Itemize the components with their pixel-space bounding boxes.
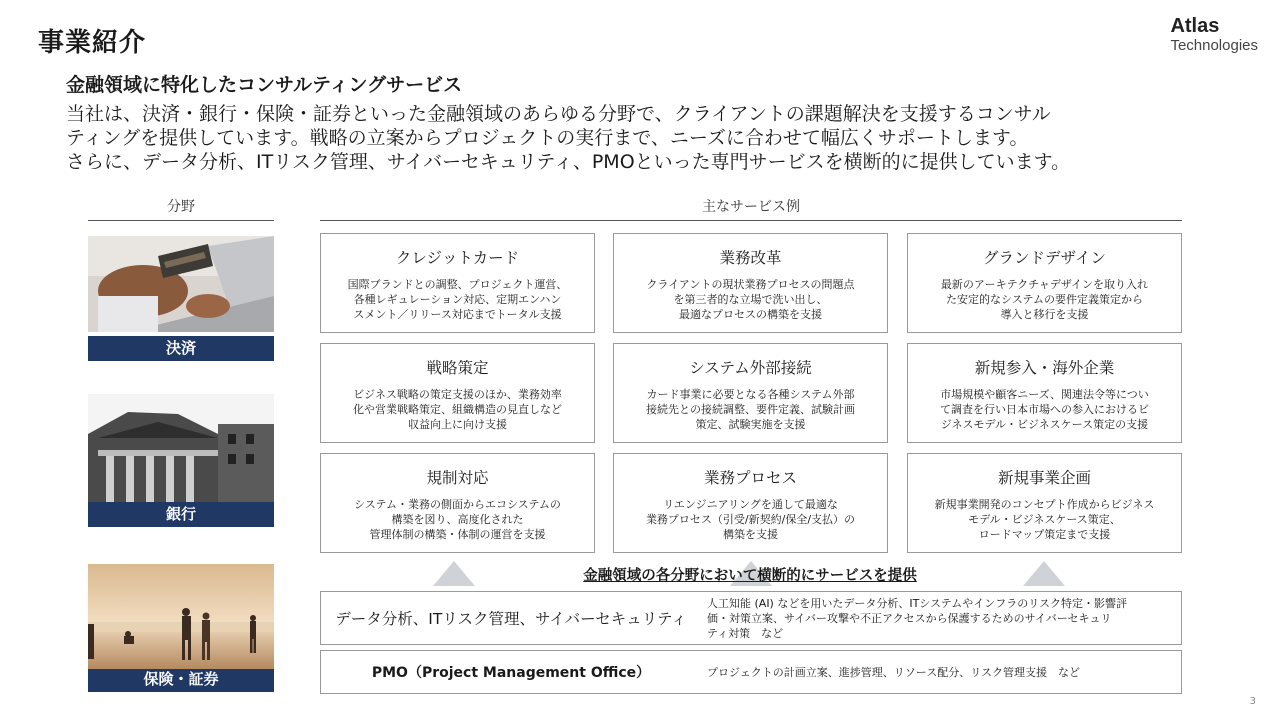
cross-service-desc xyxy=(707,592,1161,644)
service-description-line: カード事業に必要となる各種システム外部 xyxy=(646,388,855,401)
cross-service-name: PMO（Project Management Office） xyxy=(371,665,651,681)
service-description xyxy=(614,277,887,322)
cross-service-name: データ分析、ITリスク管理、サイバーセキュリティ xyxy=(335,610,687,628)
field-label: 決済 xyxy=(88,336,274,361)
service-title: グランドデザイン xyxy=(983,249,1106,267)
logo-line-1: Atlas xyxy=(1170,15,1220,37)
page-title: 事業紹介 xyxy=(38,28,147,58)
service-description-line: ジネスモデル・ビジネスケース策定の支援 xyxy=(940,418,1149,431)
desc-line: 価・対策立案、サイバー攻撃や不正アクセスから保護するためのサイバーセキュリ xyxy=(707,611,1112,625)
service-description-line: リエンジニアリングを通して最適な xyxy=(663,498,838,511)
page-number: 3 xyxy=(1249,696,1256,707)
service-description-line: 新規事業開発のコンセプト作成からビジネス xyxy=(934,498,1155,511)
service-description xyxy=(321,277,594,322)
services-column-head: 主なサービス例 xyxy=(702,199,800,215)
service-description-line: システム・業務の側面からエコシステムの xyxy=(354,498,561,511)
beach-family-photo xyxy=(88,564,274,669)
desc-line: ティ対策 など xyxy=(707,626,784,640)
service-description-line: スメント／リリース対応までトータル支援 xyxy=(353,308,562,321)
service-description-line: ロードマップ策定まで支援 xyxy=(978,528,1111,541)
service-description-line: 導入と移行を支援 xyxy=(1000,308,1089,321)
service-card xyxy=(613,343,888,443)
service-description-line: 国際ブランドとの調整、プロジェクト運営、 xyxy=(347,278,568,291)
intro-paragraph xyxy=(66,102,1246,174)
service-description-line: 構築を図り、高度化された xyxy=(391,513,524,526)
service-description-line: 接続先との接続調整、要件定義、試験計画 xyxy=(646,403,855,416)
field-payments xyxy=(88,236,274,361)
service-title: 業務プロセス xyxy=(703,469,797,487)
intro-line: ティングを提供しています。戦略の立案からプロジェクトの実行まで、ニーズに合わせて幅広くサポートします。 xyxy=(66,127,1029,149)
service-title: 新規参入・海外企業 xyxy=(974,359,1115,377)
logo-line-2: Technologies xyxy=(1170,37,1258,54)
service-description xyxy=(614,497,887,542)
service-card xyxy=(613,233,888,333)
service-title: 業務改革 xyxy=(719,249,782,267)
cross-service-data-risk-security xyxy=(320,591,1182,645)
field-label: 保険・証券 xyxy=(88,667,274,692)
intro-line: 当社は、決済・銀行・保険・証券といった金融領域のあらゆる分野で、クライアントの課題解決を支援するコンサル xyxy=(66,103,1051,125)
service-card xyxy=(907,343,1182,443)
service-description-line: 業務プロセス（引受/新契約/保全/支払）の xyxy=(645,513,856,526)
company-logo xyxy=(1170,16,1258,53)
fields-column-head: 分野 xyxy=(167,199,195,215)
service-title: 新規事業企画 xyxy=(997,469,1091,487)
service-card xyxy=(320,343,595,443)
service-description xyxy=(614,387,887,432)
service-title: クレジットカード xyxy=(395,249,520,267)
service-description-line: た安定的なシステムの要件定義策定から xyxy=(946,293,1143,306)
service-description xyxy=(908,387,1181,432)
service-title: システム外部接続 xyxy=(689,359,812,377)
services-divider xyxy=(320,220,1182,221)
service-description-line: 最新のアーキテクチャデザインを取り入れ xyxy=(940,278,1149,291)
desc-line: 人工知能 (AI) などを用いたデータ分析、ITシステムやインフラのリスク特定・影響評 xyxy=(707,596,1127,610)
service-description-line: モデル・ビジネスケース策定、 xyxy=(968,513,1121,526)
service-description xyxy=(321,497,594,542)
service-card xyxy=(320,233,595,333)
cross-service-desc xyxy=(707,651,1161,693)
service-description-line: て調査を行い日本市場への参入におけるビ xyxy=(940,403,1149,416)
payments-photo xyxy=(88,236,274,332)
section-subtitle: 金融領域に特化したコンサルティングサービス xyxy=(66,74,463,96)
service-card xyxy=(320,453,595,553)
service-description-line: 管理体制の構築・体制の運営を支援 xyxy=(369,528,546,541)
service-title: 規制対応 xyxy=(426,469,489,487)
field-bank xyxy=(88,394,274,527)
service-description-line: クライアントの現状業務プロセスの問題点 xyxy=(646,278,855,291)
service-card xyxy=(907,453,1182,553)
desc-line: プロジェクトの計画立案、進捗管理、リソース配分、リスク管理支援 など xyxy=(707,665,1081,679)
service-title: 戦略策定 xyxy=(426,359,489,377)
service-description-line: 策定、試験実施を支援 xyxy=(695,418,806,431)
service-description-line: 最適なプロセスの構築を支援 xyxy=(679,308,822,321)
service-description-line: 収益向上に向け支援 xyxy=(408,418,507,431)
service-description xyxy=(908,277,1181,322)
service-card xyxy=(613,453,888,553)
service-description-line: 構築を支援 xyxy=(723,528,778,541)
service-description-line: 化や営業戦略策定、組織構造の見直しなど xyxy=(353,403,562,416)
service-card xyxy=(907,233,1182,333)
field-label: 銀行 xyxy=(88,502,274,527)
fields-divider xyxy=(88,220,274,221)
cross-service-pmo xyxy=(320,650,1182,694)
field-insurance-securities xyxy=(88,564,274,692)
bank-building-photo xyxy=(88,394,274,502)
service-description-line: 市場規模や顧客ニーズ、関連法令等につい xyxy=(940,388,1149,401)
service-description-line: を第三者的な立場で洗い出し、 xyxy=(673,293,828,306)
service-description xyxy=(908,497,1181,542)
service-description-line: 各種レギュレーション対応、定期エンハン xyxy=(353,293,562,306)
service-description xyxy=(321,387,594,432)
cross-service-banner: 金融領域の各分野において横断的にサービスを提供 xyxy=(583,568,917,584)
service-description-line: ビジネス戦略の策定支援のほか、業務効率 xyxy=(353,388,562,401)
intro-line: さらに、データ分析、ITリスク管理、サイバーセキュリティ、PMOといった専門サービスを横断的に提供しています。 xyxy=(66,151,1071,173)
